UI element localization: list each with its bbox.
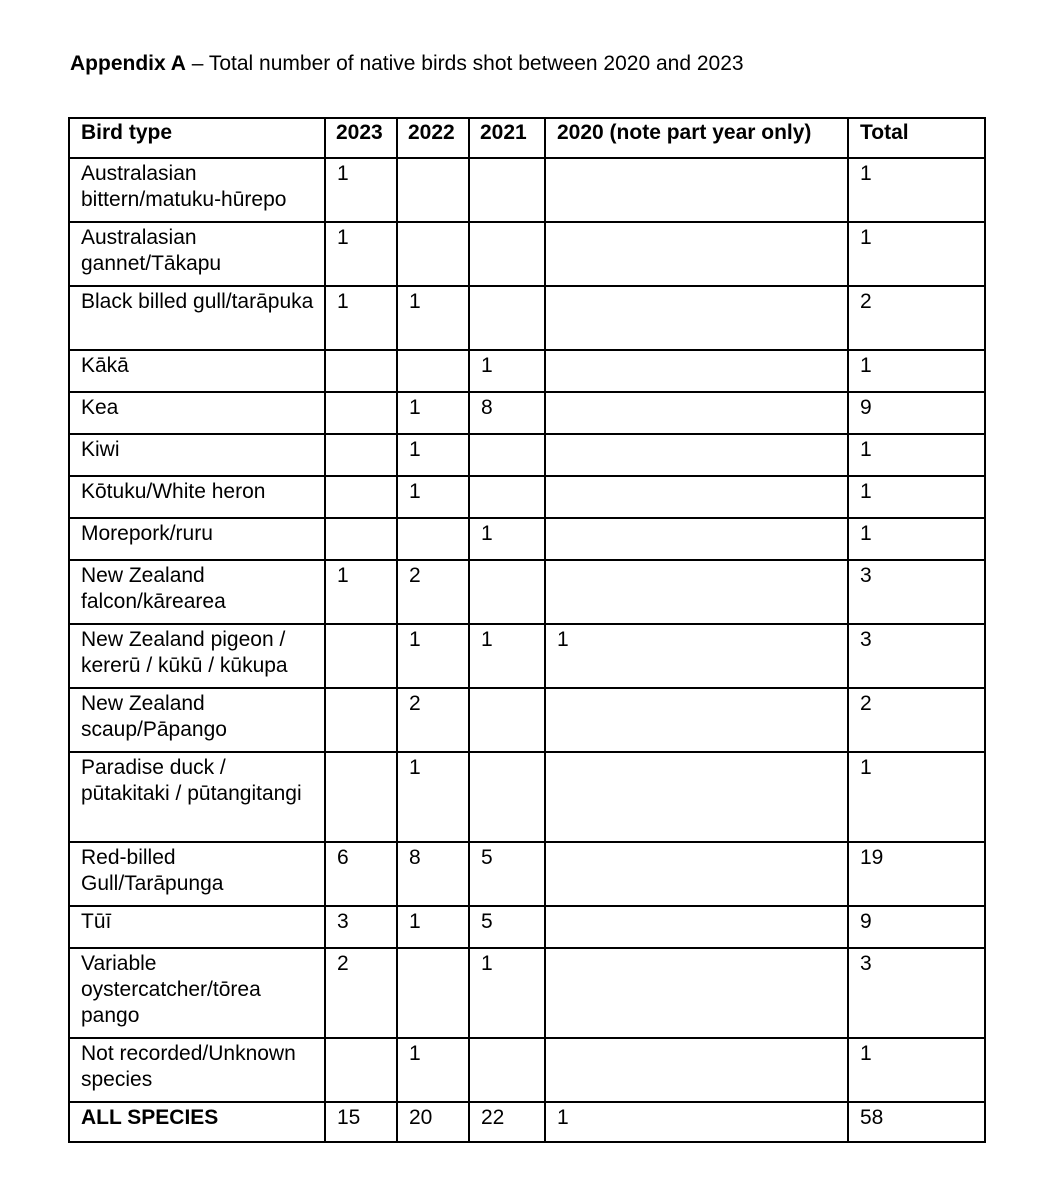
total-cell: 2 [848, 286, 985, 350]
native-birds-table [68, 117, 986, 1143]
total-cell: 3 [848, 948, 985, 1038]
bird-type-cell: Kōtuku/White heron [69, 476, 325, 518]
count-2020-cell [545, 842, 848, 906]
count-2020-cell [545, 434, 848, 476]
count-2022-cell [397, 350, 469, 392]
count-2022-cell [397, 518, 469, 560]
table-header-row [69, 118, 985, 158]
bird-type-cell: New Zealand scaup/Pāpango [69, 688, 325, 752]
count-2023-cell: 1 [325, 158, 397, 222]
count-2023-cell [325, 624, 397, 688]
count-2022-cell: 1 [397, 1038, 469, 1102]
count-2023-cell [325, 688, 397, 752]
heading-appendix-label: Appendix A [70, 52, 186, 75]
count-2020-cell [545, 1038, 848, 1102]
count-2021-cell: 1 [469, 948, 545, 1038]
bird-type-cell: Red-billed Gull/Tarāpunga [69, 842, 325, 906]
count-2022-cell [397, 222, 469, 286]
count-2021-cell: 1 [469, 518, 545, 560]
all-species-total-row [69, 1102, 985, 1142]
count-2023-cell [325, 518, 397, 560]
count-2020-cell [545, 906, 848, 948]
column-header-2022: 2022 [397, 118, 469, 158]
total-cell: 1 [848, 222, 985, 286]
bird-type-cell: Tūī [69, 906, 325, 948]
count-2023-cell: 1 [325, 222, 397, 286]
bird-type-cell: New Zealand pigeon / kererū / kūkū / kūkupa [69, 624, 325, 688]
count-2023-cell [325, 476, 397, 518]
total-cell: 3 [848, 560, 985, 624]
count-2021-cell: 5 [469, 906, 545, 948]
table-row [69, 752, 985, 842]
count-2020-cell [545, 948, 848, 1038]
bird-type-cell: Kea [69, 392, 325, 434]
table-body [69, 158, 985, 1142]
bird-type-cell: Variable oystercatcher/tōrea pango [69, 948, 325, 1038]
table-row [69, 624, 985, 688]
column-header-2021: 2021 [469, 118, 545, 158]
count-2020-cell [545, 518, 848, 560]
count-2021-cell [469, 476, 545, 518]
count-2021-cell: 1 [469, 350, 545, 392]
count-2022-cell [397, 158, 469, 222]
all-species-label: ALL SPECIES [69, 1102, 325, 1142]
column-header-bird-type: Bird type [69, 118, 325, 158]
total-cell: 2 [848, 688, 985, 752]
bird-type-cell: Kiwi [69, 434, 325, 476]
count-2023-cell: 1 [325, 560, 397, 624]
table-row [69, 158, 985, 222]
total-cell: 1 [848, 518, 985, 560]
bird-type-cell: Australasian gannet/Tākapu [69, 222, 325, 286]
grand-total-cell: 58 [848, 1102, 985, 1142]
total-cell: 1 [848, 1038, 985, 1102]
bird-type-cell: Morepork/ruru [69, 518, 325, 560]
bird-type-cell: Kākā [69, 350, 325, 392]
total-2023-cell: 15 [325, 1102, 397, 1142]
column-header-2020: 2020 (note part year only) [545, 118, 848, 158]
count-2021-cell: 8 [469, 392, 545, 434]
count-2022-cell: 1 [397, 906, 469, 948]
count-2020-cell [545, 158, 848, 222]
table-row [69, 906, 985, 948]
count-2021-cell [469, 222, 545, 286]
page-heading [70, 50, 744, 78]
column-header-total: Total [848, 118, 985, 158]
table-row [69, 842, 985, 906]
count-2022-cell: 1 [397, 434, 469, 476]
count-2023-cell: 1 [325, 286, 397, 350]
count-2022-cell: 2 [397, 560, 469, 624]
count-2022-cell [397, 948, 469, 1038]
total-cell: 9 [848, 392, 985, 434]
total-cell: 1 [848, 350, 985, 392]
table-row [69, 286, 985, 350]
bird-type-cell: Not recorded/Unknown species [69, 1038, 325, 1102]
table-row [69, 392, 985, 434]
count-2022-cell: 1 [397, 476, 469, 518]
count-2021-cell [469, 752, 545, 842]
column-header-2023: 2023 [325, 118, 397, 158]
count-2020-cell [545, 688, 848, 752]
count-2020-cell [545, 476, 848, 518]
count-2021-cell [469, 688, 545, 752]
count-2020-cell [545, 222, 848, 286]
total-cell: 9 [848, 906, 985, 948]
count-2023-cell: 2 [325, 948, 397, 1038]
count-2022-cell: 2 [397, 688, 469, 752]
table-row [69, 518, 985, 560]
count-2022-cell: 1 [397, 624, 469, 688]
heading-title: – Total number of native birds shot between 2020 and 2023 [185, 52, 744, 75]
count-2023-cell [325, 434, 397, 476]
count-2020-cell [545, 392, 848, 434]
count-2020-cell [545, 350, 848, 392]
total-cell: 3 [848, 624, 985, 688]
table-row [69, 948, 985, 1038]
table-row [69, 222, 985, 286]
bird-type-cell: Paradise duck / pūtakitaki / pūtangitangi [69, 752, 325, 842]
count-2021-cell [469, 1038, 545, 1102]
count-2021-cell: 5 [469, 842, 545, 906]
table-row [69, 688, 985, 752]
table-row [69, 350, 985, 392]
table-row [69, 434, 985, 476]
bird-type-cell: New Zealand falcon/kārearea [69, 560, 325, 624]
total-cell: 1 [848, 476, 985, 518]
total-cell: 1 [848, 158, 985, 222]
count-2022-cell: 8 [397, 842, 469, 906]
count-2020-cell [545, 752, 848, 842]
table-row [69, 560, 985, 624]
count-2021-cell [469, 434, 545, 476]
count-2021-cell: 1 [469, 624, 545, 688]
table-row [69, 1038, 985, 1102]
count-2022-cell: 1 [397, 286, 469, 350]
total-2021-cell: 22 [469, 1102, 545, 1142]
count-2022-cell: 1 [397, 752, 469, 842]
count-2020-cell [545, 286, 848, 350]
count-2023-cell [325, 752, 397, 842]
total-2020-cell: 1 [545, 1102, 848, 1142]
count-2023-cell [325, 1038, 397, 1102]
bird-type-cell: Black billed gull/tarāpuka [69, 286, 325, 350]
count-2020-cell [545, 560, 848, 624]
count-2021-cell [469, 286, 545, 350]
total-cell: 1 [848, 434, 985, 476]
count-2023-cell [325, 350, 397, 392]
count-2021-cell [469, 158, 545, 222]
total-cell: 1 [848, 752, 985, 842]
count-2020-cell: 1 [545, 624, 848, 688]
count-2021-cell [469, 560, 545, 624]
bird-type-cell: Australasian bittern/matuku-hūrepo [69, 158, 325, 222]
total-cell: 19 [848, 842, 985, 906]
total-2022-cell: 20 [397, 1102, 469, 1142]
count-2023-cell: 3 [325, 906, 397, 948]
count-2023-cell [325, 392, 397, 434]
count-2022-cell: 1 [397, 392, 469, 434]
table-row [69, 476, 985, 518]
count-2023-cell: 6 [325, 842, 397, 906]
